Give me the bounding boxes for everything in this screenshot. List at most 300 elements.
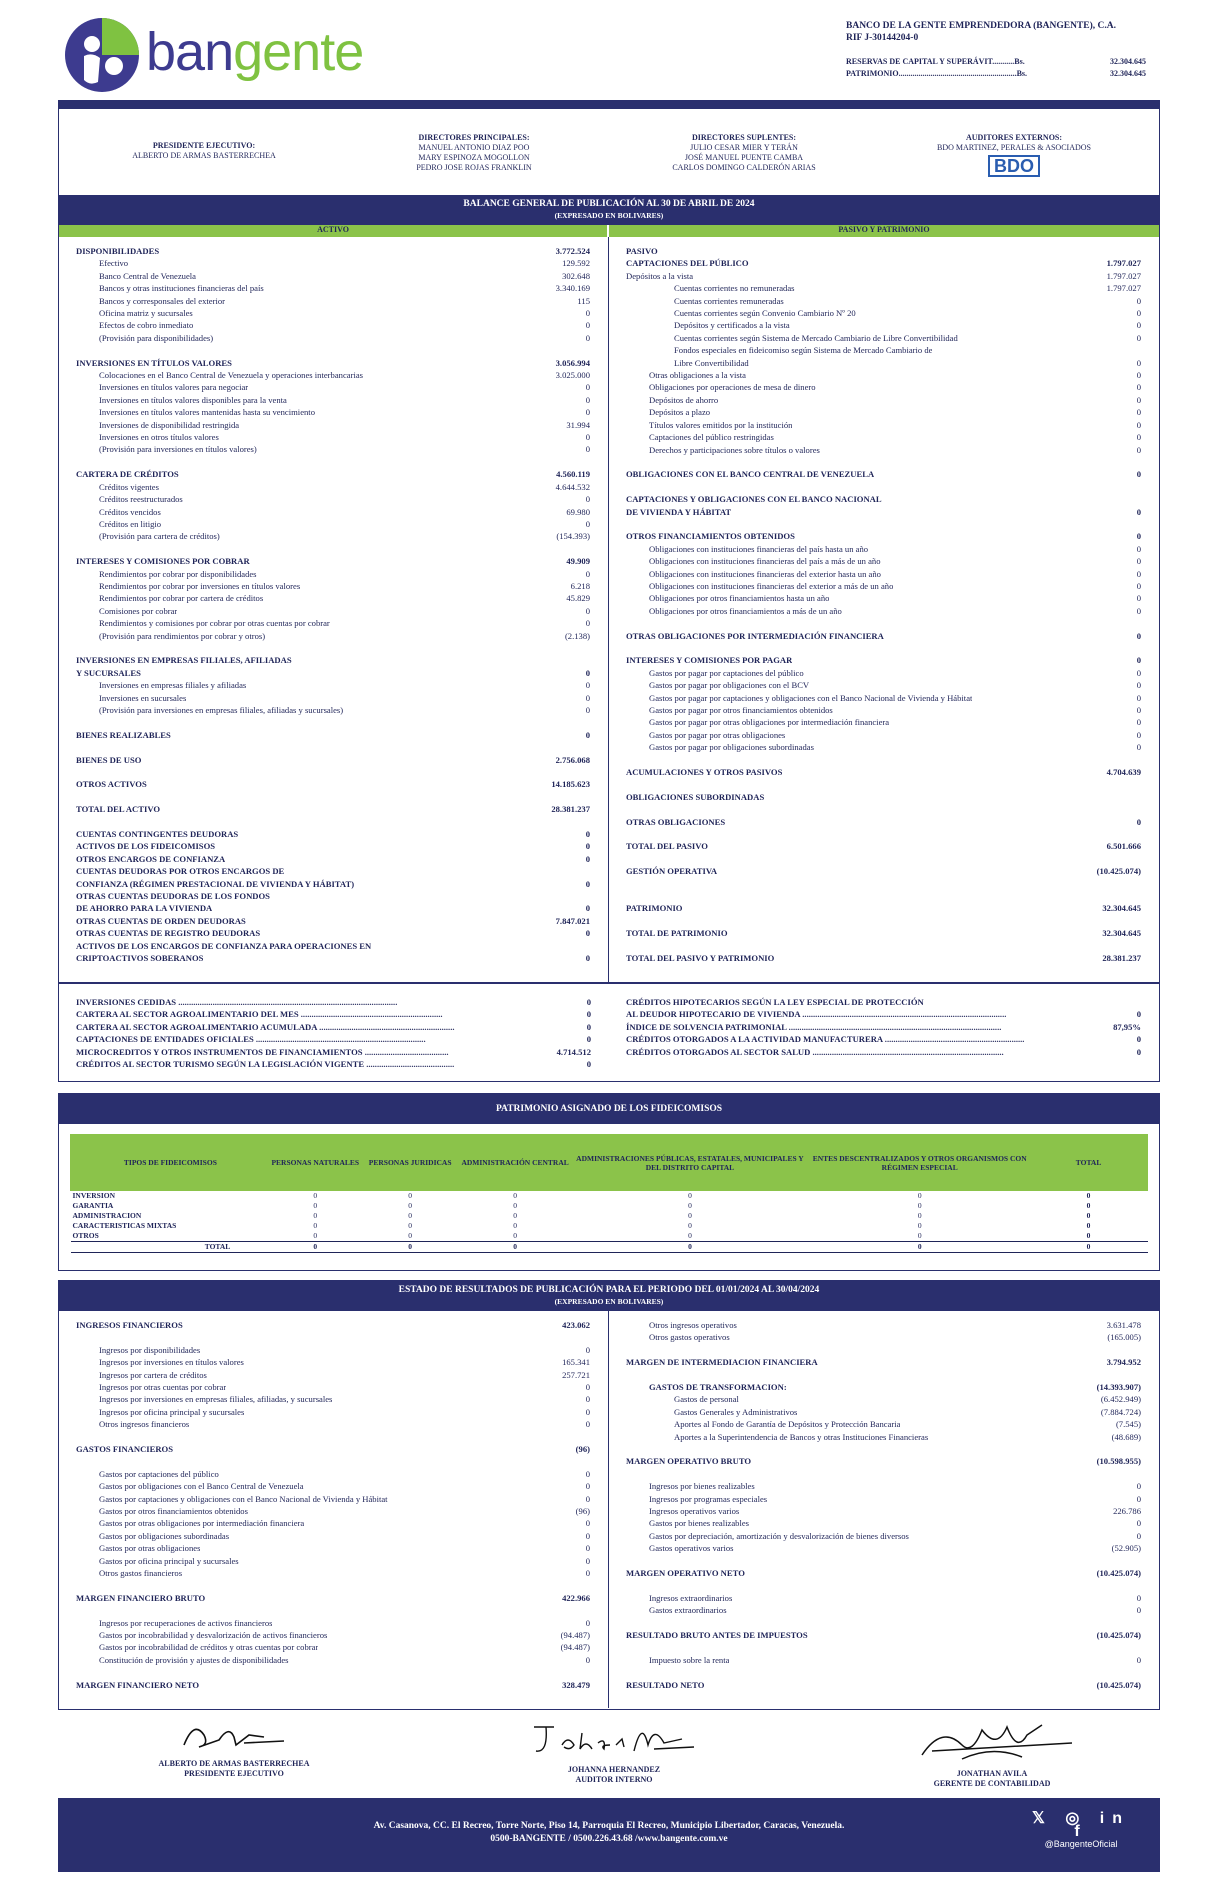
- bangente-logo-icon: [62, 16, 142, 94]
- line-value: 422.966: [562, 1592, 590, 1603]
- spacer: [626, 778, 1141, 790]
- line-item: [626, 344, 1141, 356]
- memo-value: 4.714.512: [556, 1046, 591, 1057]
- memo-item: [76, 1058, 591, 1070]
- line-item: [76, 828, 590, 840]
- line-label: Bancos y corresponsales del exterior: [99, 295, 225, 306]
- line-label: Depósitos a plazo: [649, 407, 711, 418]
- line-label: Ingresos por otras cuentas por cobrar: [99, 1382, 227, 1393]
- line-value: (96): [575, 1444, 590, 1455]
- line-value: 0: [1136, 357, 1141, 368]
- line-item: [76, 1406, 590, 1418]
- line-item: [76, 1369, 590, 1381]
- memo-right: [609, 994, 1159, 1079]
- line-item: [626, 1505, 1141, 1517]
- line-item: [626, 716, 1141, 728]
- line-label: MARGEN OPERATIVO NETO: [626, 1568, 745, 1579]
- line-label: MARGEN DE INTERMEDIACION FINANCIERA: [626, 1357, 818, 1368]
- line-item: [76, 853, 590, 865]
- line-item: [76, 506, 590, 518]
- reservas-row: RESERVAS DE CAPITAL Y SUPERÁVIT...........Bs. 32.304.645: [846, 57, 1146, 66]
- line-item: [626, 679, 1141, 691]
- line-value: 0: [1136, 382, 1141, 393]
- signature-presidente: ALBERTO DE ARMAS BASTERRECHEA PRESIDENTE EJECUTIVO: [104, 1715, 364, 1779]
- line-label: Inversiones de disponibilidad restringida: [99, 419, 240, 430]
- line-label: Ingresos por programas especiales: [649, 1493, 768, 1504]
- fid-cell: 0: [513, 1231, 517, 1240]
- line-item: [76, 1530, 590, 1542]
- line-label: Ingresos por oficina principal y sucursales: [99, 1406, 245, 1417]
- line-item: [626, 741, 1141, 753]
- line-value: 3.056.994: [555, 357, 590, 368]
- line-item: [626, 952, 1141, 964]
- bank-name: BANCO DE LA GENTE EMPRENDEDORA (BANGENTE), C.A.: [846, 21, 1116, 31]
- fid-cell: 0: [313, 1201, 318, 1210]
- line-label: Gastos por obligaciones subordinadas: [99, 1530, 230, 1541]
- line-item: [626, 1629, 1141, 1641]
- director-name: ALBERTO DE ARMAS BASTERRECHEA: [132, 151, 276, 160]
- resultados-right: [609, 1311, 1159, 1708]
- line-label: Gastos por pagar por otros financiamientos obtenidos: [649, 704, 833, 715]
- memo-accounts: [59, 984, 1159, 1079]
- line-item: [626, 605, 1141, 617]
- line-value: 0: [585, 494, 590, 505]
- line-value: 0: [1136, 1654, 1141, 1665]
- line-value: (2.138): [564, 630, 590, 641]
- line-value: 49.909: [566, 556, 590, 567]
- line-value: 0: [585, 928, 590, 939]
- line-label: Cuentas corrientes según Sistema de Mercado Cambiario de Libre Convertibilidad: [674, 332, 958, 343]
- memo-value: 0: [1136, 1009, 1141, 1020]
- spacer: [626, 853, 1141, 865]
- line-item: [626, 1406, 1141, 1418]
- line-label: Inversiones en títulos valores disponibles para la venta: [99, 394, 287, 405]
- line-value: (10.598.955): [1096, 1456, 1141, 1467]
- line-item: [626, 245, 1141, 257]
- fid-cell: 0: [513, 1191, 517, 1200]
- fid-cell: 0: [408, 1221, 413, 1230]
- line-value: 165.341: [562, 1357, 590, 1368]
- line-item: [626, 1517, 1141, 1529]
- memo-item: [76, 1008, 591, 1020]
- line-label: Fondos especiales en fideicomiso según Sistema de Mercado Cambiario de: [674, 345, 933, 356]
- line-item: [626, 419, 1141, 431]
- line-item: [76, 1654, 590, 1666]
- line-item: [76, 778, 590, 790]
- line-item: [626, 394, 1141, 406]
- signature-mark-3: [902, 1715, 1082, 1765]
- spacer: [626, 1369, 1141, 1381]
- memo-left: [59, 994, 609, 1079]
- resultados-subtitle: (EXPRESADO EN BOLIVARES): [554, 1297, 664, 1306]
- line-item: [626, 257, 1141, 269]
- line-label: OTRAS CUENTAS DE REGISTRO DEUDORAS: [76, 928, 261, 939]
- fid-row: [71, 1191, 1148, 1202]
- line-item: [626, 1654, 1141, 1666]
- line-value: 0: [585, 382, 590, 393]
- memo-label: AL DEUDOR HIPOTECARIO DE VIVIENDA ...............................................................................................: [626, 1009, 1007, 1020]
- line-label: OBLIGACIONES SUBORDINADAS: [626, 791, 765, 802]
- line-value: (10.425.074): [1096, 1679, 1141, 1690]
- director-name: JULIO CESAR MIER Y TERÁN: [690, 143, 798, 152]
- line-value: [1081, 791, 1141, 803]
- line-value: 257.721: [562, 1369, 590, 1380]
- line-value: 1.797.027: [1106, 270, 1141, 281]
- fid-cell: 0: [513, 1221, 517, 1230]
- fid-cell: 0: [408, 1201, 413, 1210]
- line-item: [76, 927, 590, 939]
- line-item: [76, 307, 590, 319]
- line-item: [626, 307, 1141, 319]
- line-item: [76, 468, 590, 480]
- fid-cell: 0: [917, 1231, 922, 1240]
- line-label: Gastos por incobrabilidad de créditos y otras cuentas por cobrar: [99, 1642, 319, 1653]
- line-value: 423.062: [562, 1320, 590, 1330]
- memo-item: [626, 996, 1141, 1008]
- line-item: [76, 357, 590, 369]
- line-item: [76, 518, 590, 530]
- fid-cell: 0: [313, 1231, 318, 1240]
- logo-wordmark: bangente: [146, 22, 364, 82]
- fid-cell: 0: [408, 1191, 413, 1200]
- fid-cell: 0: [688, 1231, 692, 1240]
- line-value: 0: [585, 1382, 590, 1393]
- line-item: [76, 1393, 590, 1405]
- line-value: 1.797.027: [1106, 258, 1141, 269]
- line-label: Inversiones en títulos valores mantenidas hasta su vencimiento: [99, 407, 315, 418]
- line-label: Gastos por pagar por otras obligaciones: [649, 729, 786, 740]
- line-label: Rendimientos por cobrar por inversiones en títulos valores: [99, 580, 301, 591]
- resultados-body: [59, 1311, 1159, 1708]
- line-item: [626, 468, 1141, 480]
- line-item: [76, 654, 590, 666]
- line-label: Ingresos operativos varios: [649, 1506, 740, 1517]
- line-item: [626, 630, 1141, 642]
- line-item: [626, 270, 1141, 282]
- line-item: [626, 766, 1141, 778]
- line-label: Constitución de provisión y ajustes de disponibilidades: [99, 1654, 289, 1665]
- line-value: (7.545): [1115, 1419, 1141, 1430]
- spacer: [626, 803, 1141, 815]
- line-label: Captaciones del público restringidas: [649, 432, 774, 443]
- spacer: [76, 1666, 590, 1678]
- line-item: [76, 878, 590, 890]
- line-item: [76, 406, 590, 418]
- line-label: (Provisión para inversiones en empresas filiales, afiliadas y sucursales): [99, 704, 344, 715]
- line-label: Bancos y otras instituciones financieras del país: [99, 283, 264, 294]
- line-value: 0: [1136, 692, 1141, 703]
- spacer: [76, 344, 590, 356]
- spacer: [76, 766, 590, 778]
- line-label: Obligaciones por otros financiamientos a más de un año: [649, 605, 842, 616]
- memo-label: CAPTACIONES DE ENTIDADES OFICIALES ...............................................................................: [76, 1034, 426, 1045]
- fid-row: [71, 1211, 1148, 1221]
- line-value: 0: [1136, 1530, 1141, 1541]
- spacer: [76, 642, 590, 654]
- line-item: [626, 555, 1141, 567]
- line-label: CUENTAS CONTINGENTES DEUDORAS: [76, 828, 239, 839]
- spacer: [626, 1666, 1141, 1678]
- line-label: Créditos vigentes: [99, 481, 159, 492]
- line-item: [626, 580, 1141, 592]
- line-item: [626, 1331, 1141, 1343]
- line-value: (7.884.724): [1100, 1406, 1141, 1417]
- line-item: [76, 493, 590, 505]
- line-label: Rendimientos por cobrar por disponibilidades: [99, 568, 257, 579]
- line-label: Gastos por pagar por otras obligaciones por intermediación financiera: [649, 717, 890, 728]
- line-value: 0: [1136, 605, 1141, 616]
- line-value: 0: [585, 1617, 590, 1628]
- line-label: Obligaciones con instituciones financieras del exterior hasta un año: [649, 568, 881, 579]
- resultados-title: ESTADO DE RESULTADOS DE PUBLICACIÓN PARA EL PERIODO DEL 01/01/2024 AL 30/04/2024: [398, 1285, 820, 1295]
- line-item: [626, 1356, 1141, 1368]
- fid-cell: 0: [408, 1231, 413, 1240]
- fid-cell: 0: [1086, 1191, 1091, 1200]
- line-label: CUENTAS DEUDORAS POR OTROS ENCARGOS DE: [76, 866, 285, 877]
- line-label: TOTAL DEL PASIVO Y PATRIMONIO: [626, 952, 775, 963]
- line-label: Efectivo: [99, 258, 129, 269]
- line-value: 0: [1136, 667, 1141, 678]
- line-value: 0: [1136, 717, 1141, 728]
- line-item: [76, 282, 590, 294]
- balance-column-headers: [59, 225, 1159, 237]
- line-value: (154.393): [556, 531, 590, 542]
- line-label: Ingresos por inversiones en títulos valores: [99, 1357, 244, 1368]
- line-label: Cuentas corrientes remuneradas: [674, 295, 784, 306]
- line-value: 0: [1136, 370, 1141, 381]
- memo-value: [1081, 996, 1141, 1008]
- line-value: 302.648: [562, 270, 590, 281]
- line-label: CRIPTOACTIVOS SOBERANOS: [76, 953, 204, 964]
- line-item: [76, 481, 590, 493]
- line-item: [626, 1393, 1141, 1405]
- line-item: [76, 1555, 590, 1567]
- line-label: Aportes a la Superintendencia de Bancos y otras Instituciones Financieras: [674, 1431, 929, 1442]
- line-item: [76, 270, 590, 282]
- line-label: Obligaciones con instituciones financieras del país hasta un año: [649, 543, 869, 554]
- director-name: CARLOS DOMINGO CALDERÓN ARIAS: [672, 163, 816, 172]
- line-value: 226.786: [1113, 1506, 1141, 1517]
- footer-phones[interactable]: 0500-BANGENTE / 0500.226.43.68 /www.bangente.com.ve: [490, 1834, 728, 1844]
- fid-cell: 0: [688, 1211, 692, 1220]
- line-item: [76, 704, 590, 716]
- line-label: Gastos Generales y Administrativos: [674, 1406, 798, 1417]
- line-value: [1081, 344, 1141, 356]
- fid-cell: 0: [1086, 1201, 1091, 1210]
- line-value: 0: [1136, 593, 1141, 604]
- fid-cell: ADMINISTRACION: [72, 1211, 142, 1220]
- resultados-left: [59, 1311, 609, 1708]
- spacer: [626, 518, 1141, 530]
- line-label: CONFIANZA (RÉGIMEN PRESTACIONAL DE VIVIENDA Y HÁBITAT): [76, 878, 355, 889]
- line-label: Aportes al Fondo de Garantía de Depósitos y Protección Bancaria: [674, 1419, 901, 1430]
- footer-address: Av. Casanova, CC. El Recreo, Torre Norte, Piso 14, Parroquia El Recreo, Municipio Libertador, Caracas, Venezuela.: [373, 1821, 845, 1831]
- line-label: OTRAS CUENTAS DEUDORAS DE LOS FONDOS: [76, 890, 270, 901]
- line-label: MARGEN OPERATIVO BRUTO: [626, 1456, 752, 1467]
- line-item: [76, 1641, 590, 1653]
- line-item: [76, 295, 590, 307]
- line-item: [626, 704, 1141, 716]
- line-item: [76, 940, 590, 952]
- resultados-title-bar: [59, 1281, 1159, 1311]
- line-value: 0: [1136, 1481, 1141, 1492]
- fid-header: TIPOS DE FIDEICOMISOS: [71, 1135, 271, 1191]
- fid-cell: 0: [1086, 1211, 1091, 1220]
- line-value: 0: [1136, 704, 1141, 715]
- spacer: [626, 915, 1141, 927]
- spacer: [626, 481, 1141, 493]
- memo-label: ÍNDICE DE SOLVENCIA PATRIMONIAL ...................................................................................................: [626, 1021, 1002, 1032]
- line-value: 28.381.237: [551, 804, 590, 815]
- line-item: [76, 530, 590, 542]
- spacer: [626, 878, 1141, 890]
- line-item: [76, 381, 590, 393]
- line-value: 0: [1136, 308, 1141, 319]
- line-label: Gastos por captaciones del público: [99, 1468, 219, 1479]
- director-name: BDO MARTINEZ, PERALES & ASOCIADOS: [937, 143, 1091, 152]
- line-label: CAPTACIONES Y OBLIGACIONES CON EL BANCO NACIONAL: [626, 494, 882, 505]
- spacer: [626, 1617, 1141, 1629]
- spacer: [626, 456, 1141, 468]
- line-label: (Provisión para cartera de créditos): [99, 531, 220, 542]
- spacer: [76, 543, 590, 555]
- line-value: 69.980: [566, 506, 590, 517]
- line-value: 0: [585, 308, 590, 319]
- director-name: JOSÉ MANUEL PUENTE CAMBA: [684, 153, 804, 162]
- line-value: 6.218: [570, 580, 590, 591]
- line-value: [530, 654, 590, 666]
- signature-auditor: JOHANNA HERNANDEZ AUDITOR INTERNO: [484, 1715, 744, 1785]
- line-label: BIENES DE USO: [76, 754, 142, 765]
- line-value: [1081, 245, 1141, 257]
- memo-label: CRÉDITOS AL SECTOR TURISMO SEGÚN LA LEGISLACIÓN VIGENTE .........................................: [76, 1059, 455, 1070]
- line-value: 0: [585, 680, 590, 691]
- line-value: 0: [1136, 580, 1141, 591]
- line-item: [76, 1517, 590, 1529]
- spacer: [626, 828, 1141, 840]
- fid-cell: 0: [513, 1201, 517, 1210]
- line-item: [626, 530, 1141, 542]
- memo-value: 0: [586, 1021, 591, 1032]
- line-label: (Provisión para disponibilidades): [99, 332, 214, 343]
- line-item: [626, 1604, 1141, 1616]
- line-item: [626, 1542, 1141, 1554]
- directors-section: [59, 109, 1159, 195]
- line-item: [76, 1505, 590, 1517]
- balance-body: [59, 237, 1159, 982]
- line-label: Gastos operativos varios: [649, 1543, 734, 1554]
- line-value: 328.479: [562, 1679, 590, 1690]
- line-item: [76, 245, 590, 257]
- line-value: 0: [585, 618, 590, 629]
- bangente-logo: [62, 16, 402, 94]
- fid-cell: 0: [313, 1191, 318, 1200]
- social-icons[interactable]: 𝕏 ◎ in f: [1032, 1810, 1130, 1840]
- line-label: (Provisión para rendimientos por cobrar y otros): [99, 630, 266, 641]
- line-value: (52.905): [1111, 1543, 1141, 1554]
- line-value: 0: [585, 332, 590, 343]
- line-item: [626, 816, 1141, 828]
- resultados-box: [58, 1280, 1160, 1710]
- fid-cell: 0: [513, 1211, 517, 1220]
- line-value: 3.631.478: [1106, 1320, 1141, 1330]
- line-value: 28.381.237: [1102, 952, 1141, 963]
- line-value: 0: [1136, 320, 1141, 331]
- line-item: [626, 902, 1141, 914]
- fid-cell: 0: [313, 1211, 318, 1220]
- line-value: 0: [585, 1555, 590, 1566]
- spacer: [76, 716, 590, 728]
- spacer: [626, 1555, 1141, 1567]
- line-value: 0: [1136, 1493, 1141, 1504]
- line-label: Colocaciones en el Banco Central de Venezuela y operaciones interbancarias: [99, 370, 363, 381]
- line-label: Ingresos por cartera de créditos: [99, 1369, 207, 1380]
- fid-header: PERSONAS NATURALES: [270, 1135, 360, 1191]
- line-value: (165.005): [1107, 1332, 1141, 1343]
- memo-item: [626, 1021, 1141, 1033]
- line-item: [76, 692, 590, 704]
- memo-value: 0: [586, 1009, 591, 1020]
- line-item: [76, 729, 590, 741]
- line-label: BIENES REALIZABLES: [76, 729, 171, 740]
- fid-cell: 0: [917, 1191, 922, 1200]
- line-label: Banco Central de Venezuela: [99, 270, 196, 281]
- line-label: RESULTADO NETO: [626, 1679, 705, 1690]
- line-label: Libre Convertibilidad: [674, 357, 749, 368]
- line-value: 0: [1136, 1605, 1141, 1616]
- memo-item: [626, 1033, 1141, 1045]
- line-item: [76, 679, 590, 691]
- line-item: [76, 1344, 590, 1356]
- director-group: [359, 133, 589, 195]
- line-value: 0: [585, 1654, 590, 1665]
- line-item: [76, 915, 590, 927]
- line-label: Gastos por oficina principal y sucursales: [99, 1555, 239, 1566]
- line-value: 0: [1136, 531, 1141, 542]
- line-value: 0: [585, 605, 590, 616]
- line-label: Obligaciones por otros financiamientos hasta un año: [649, 593, 830, 604]
- fid-total-cell: 0: [810, 1242, 1030, 1253]
- line-label: Créditos en litigio: [99, 518, 162, 529]
- fid-row: [71, 1221, 1148, 1231]
- fid-total-cell: 0: [360, 1242, 460, 1253]
- line-value: 0: [585, 953, 590, 964]
- line-item: [76, 555, 590, 567]
- line-value: (6.452.949): [1100, 1394, 1141, 1405]
- line-label: Gastos por otros financiamientos obtenidos: [99, 1506, 248, 1517]
- spacer: [626, 754, 1141, 766]
- line-value: 4.560.119: [556, 469, 590, 480]
- fid-cell: 0: [688, 1221, 692, 1230]
- line-value: 0: [585, 1518, 590, 1529]
- line-item: [626, 568, 1141, 580]
- line-item: [626, 1679, 1141, 1691]
- line-value: 0: [585, 692, 590, 703]
- line-value: 3.025.000: [555, 370, 590, 381]
- line-item: [626, 667, 1141, 679]
- line-item: [76, 605, 590, 617]
- fid-cell: 0: [1086, 1221, 1091, 1230]
- line-label: (Provisión para inversiones en títulos valores): [99, 444, 257, 455]
- line-item: [626, 865, 1141, 877]
- bdo-logo: BDO: [988, 155, 1040, 177]
- line-value: [530, 890, 590, 902]
- line-value: 0: [1136, 543, 1141, 554]
- spacer: [626, 617, 1141, 629]
- line-item: [76, 1679, 590, 1691]
- line-value: (10.425.074): [1096, 1630, 1141, 1641]
- line-item: [626, 332, 1141, 344]
